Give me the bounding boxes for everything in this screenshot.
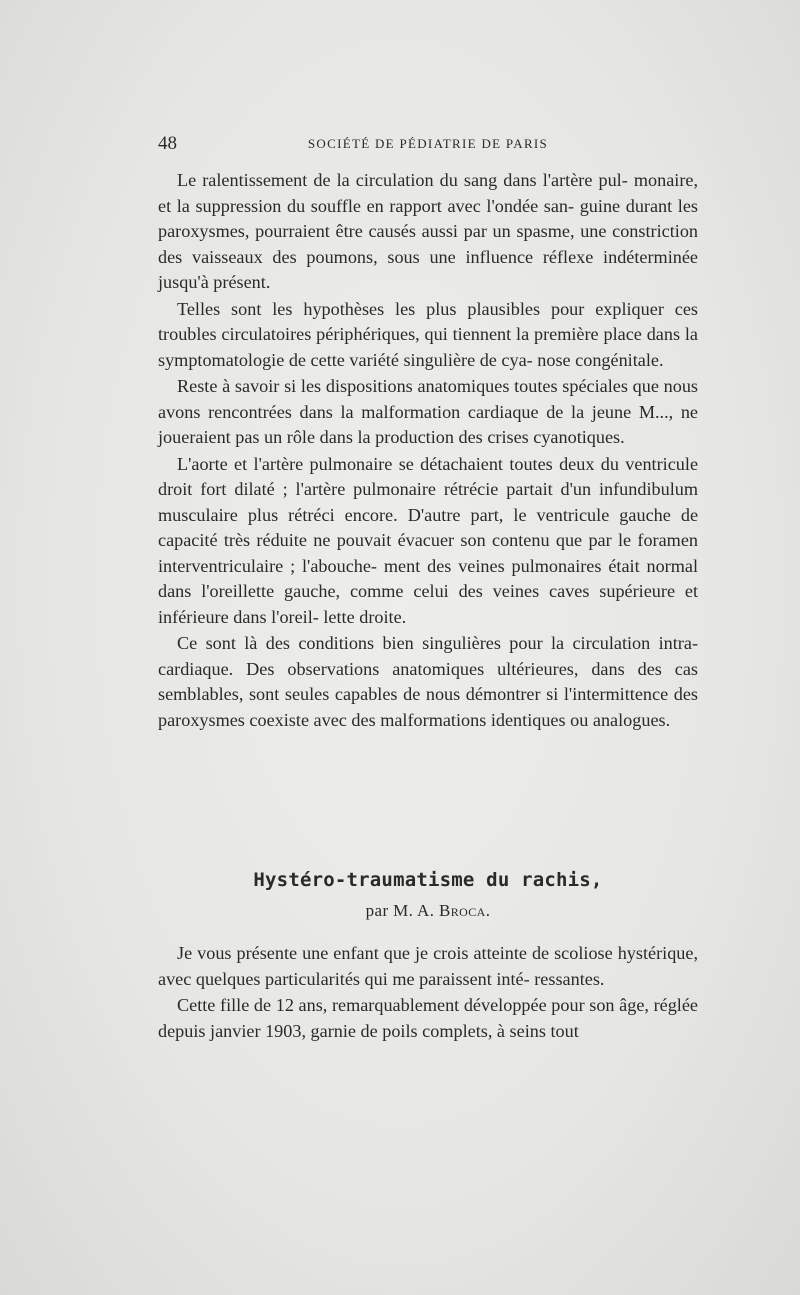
text-line: Telles sont les hypothèses les plus plausibles pour expliquer: [177, 298, 664, 319]
text-line: réglée depuis janvier 1903, garnie de poils complets, à seins tout: [158, 995, 698, 1041]
section-title: Hystéro-traumatisme du rachis,: [253, 869, 603, 891]
text-line: L'aorte et l'artère pulmonaire se détachaient toutes deux du: [177, 453, 619, 474]
text-line: hystérique, avec quelques particularités qui me paraissent inté-: [158, 943, 699, 989]
text-line: Je vous présente une enfant que je crois atteinte de scoliose: [177, 943, 613, 963]
text-line: l'intermittence des paroxysmes coexiste avec des malformations: [158, 684, 698, 730]
text-line: monaire, et la suppression du souffle en rapport avec l'ondée san-: [158, 170, 699, 216]
text-line: la jeune M..., ne joueraient pas un rôle dans la production des: [158, 401, 698, 447]
running-head: SOCIÉTÉ DE PÉDIATRIE DE PARIS: [307, 136, 549, 151]
paragraph: [158, 168, 698, 296]
text-line: crises cyanotiques.: [487, 427, 625, 447]
text-line: Reste à savoir si les dispositions anatomiques toutes spéciales: [177, 376, 628, 396]
text-line: que nous avons rencontrées dans la malformation cardiaque de: [158, 376, 698, 422]
section-heading: [158, 869, 698, 921]
text-line: ventricule droit fort dilaté ; l'artère pulmonaire rétrécie partait: [158, 453, 699, 499]
text-line: intra-cardiaque. Des observations anatomiques ultérieures, dans: [158, 633, 698, 679]
paragraph: [158, 941, 698, 992]
text-line: Cette fille de 12 ans, remarquablement développée pour son âge,: [177, 995, 649, 1015]
section-author: [158, 901, 698, 921]
page-number: 48: [158, 133, 177, 154]
paragraph: [158, 374, 698, 451]
text-line: nose congénitale.: [537, 349, 664, 370]
text-line: Ce sont là des conditions bien singulières pour la circulation: [177, 633, 651, 653]
author-prefix: par M. A.: [365, 901, 435, 920]
text-line: d'un infundibulum musculaire plus rétréci encore. D'autre part,: [158, 479, 698, 525]
text-line: identiques ou analogues.: [490, 709, 671, 730]
text-line: comme celui des veines caves supérieure et inférieure dans l'oreil-: [158, 581, 699, 627]
text-line: spasme, une constriction des vaisseaux des poumons, sous une: [158, 221, 699, 267]
text-line: Le ralentissement de la circulation du sang dans l'artère pul-: [177, 170, 628, 190]
text-line: lette droite.: [323, 606, 407, 627]
text-line: ment des veines pulmonaires était normal dans l'oreillette gauche,: [158, 555, 699, 601]
text-line: son contenu que par le foramen interventriculaire ; l'abouche-: [158, 530, 698, 576]
text-line: le ventricule gauche de capacité très réduite ne pouvait évacuer: [158, 504, 699, 550]
text-line: ressantes.: [534, 968, 605, 989]
text-line: guine durant les paroxysmes, pourraient être causés aussi par un: [158, 195, 699, 241]
text-line: place dans la symptomatologie de cette variété singulière de cya-: [158, 324, 698, 370]
text-line: des cas semblables, sont seules capables de nous démontrer si: [158, 658, 699, 704]
paragraph: [158, 993, 698, 1044]
text-line: influence réflexe indéterminée jusqu'à présent.: [158, 246, 698, 292]
section-body-text: [158, 941, 698, 1045]
paragraph: [158, 452, 698, 631]
author-name: Broca.: [439, 901, 491, 920]
body-text: [158, 168, 698, 734]
page-header: [158, 133, 698, 157]
paragraph: [158, 297, 698, 374]
text-line: ces troubles circulatoires périphériques, qui tiennent la première: [158, 298, 699, 344]
paragraph: [158, 631, 698, 733]
